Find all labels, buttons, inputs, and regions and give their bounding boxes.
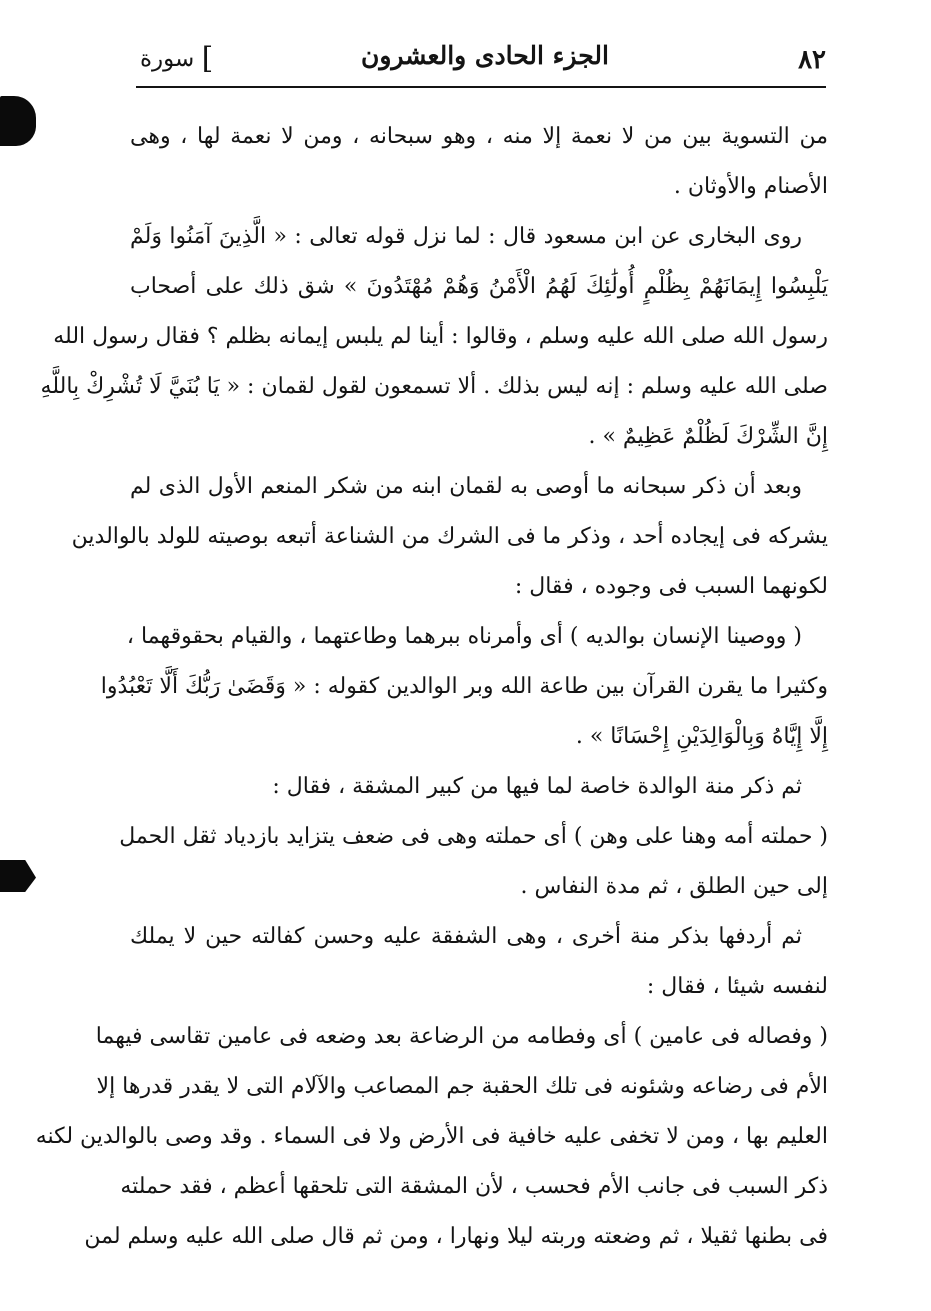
text-line: يشركه فى إيجاده أحد ، وذكر ما فى الشرك من الشناعة أتبعه بوصيته للولد بالوالدين <box>71 524 828 549</box>
text-line: يَلْبِسُوا إِيمَانَهُمْ بِظُلْمٍ أُولَٰئِكَ لَهُمُ الْأَمْنُ وَهُمْ مُهْتَدُونَ » شق ذلك على أصحاب <box>130 274 828 299</box>
text-line: الأصنام والأوثان . <box>673 174 828 199</box>
text-line: إِنَّ الشِّرْكَ لَظُلْمٌ عَظِيمٌ » . <box>588 424 828 449</box>
text-line: ذكر السبب فى جانب الأم فحسب ، لأن المشقة التى تلحقها أعظم ، فقد حملته <box>120 1174 828 1199</box>
scan-artifact <box>0 96 36 146</box>
text-line: وكثيرا ما يقرن القرآن بين طاعة الله وبر الوالدين كقوله : « وَقَضَىٰ رَبُّكَ أَلَّا تَعْبُدُوا <box>100 674 828 699</box>
text-line: رسول الله صلى الله عليه وسلم ، وقالوا : أينا لم يلبس إيمانه بظلم ؟ فقال رسول الله <box>53 324 828 349</box>
part-title: الجزء الحادى والعشرون <box>361 41 609 70</box>
text-line: الأم فى رضاعه وشئونه فى تلك الحقبة جم المصاعب والآلام التى لا يقدر قدرها إلا <box>96 1074 828 1099</box>
text-line: صلى الله عليه وسلم : إنه ليس بذلك . ألا تسمعون لقول لقمان : « يَا بُنَيَّ لَا تُشْرِكْ بِاللَّهِ <box>40 374 828 399</box>
text-line: إلى حين الطلق ، ثم مدة النفاس . <box>520 874 828 899</box>
text-line: فى بطنها ثقيلا ، ثم وضعته وربته ليلا ونهارا ، ومن ثم قال صلى الله عليه وسلم لمن <box>84 1224 828 1249</box>
header-bracket: [ <box>201 41 214 76</box>
text-line: وبعد أن ذكر سبحانه ما أوصى به لقمان ابنه من شكر المنعم الأول الذى لم <box>130 474 802 499</box>
body-text <box>35 112 828 1262</box>
text-line: ( ووصينا الإنسان بوالديه ) أى وأمرناه ببرهما وطاعتهما ، والقيام بحقوقهما ، <box>126 624 802 649</box>
text-line: العليم بها ، ومن لا تخفى عليه خافية فى الأرض ولا فى السماء . وقد وصى بالوالدين لكنه <box>35 1124 828 1149</box>
page-number: ٨٢ <box>798 45 826 75</box>
text-line: ثم ذكر منة الوالدة خاصة لما فيها من كبير المشقة ، فقال : <box>272 774 802 799</box>
header-rule <box>136 86 826 88</box>
surah-label: سورة [ <box>140 41 214 76</box>
text-line: روى البخارى عن ابن مسعود قال : لما نزل قوله تعالى : « الَّذِينَ آمَنُوا وَلَمْ <box>130 224 802 249</box>
text-line: إِلَّا إِيَّاهُ وَبِالْوَالِدَيْنِ إِحْسَانًا » . <box>575 724 828 749</box>
running-header <box>136 34 826 94</box>
text-line: من التسوية بين من لا نعمة إلا منه ، وهو سبحانه ، ومن لا نعمة لها ، وهى <box>130 124 828 149</box>
text-line: لكونهما السبب فى وجوده ، فقال : <box>514 574 828 599</box>
scan-artifact <box>0 860 36 892</box>
text-line: ثم أردفها بذكر منة أخرى ، وهى الشفقة عليه وحسن كفالته حين لا يملك <box>130 924 802 949</box>
text-line: لنفسه شيئا ، فقال : <box>646 974 828 999</box>
text-line: ( حملته أمه وهنا على وهن ) أى حملته وهى فى ضعف يتزايد بازدياد ثقل الحمل <box>119 824 828 849</box>
text-line: ( وفصاله فى عامين ) أى وفطامه من الرضاعة بعد وضعه فى عامين تقاسى فيهما <box>95 1024 828 1049</box>
